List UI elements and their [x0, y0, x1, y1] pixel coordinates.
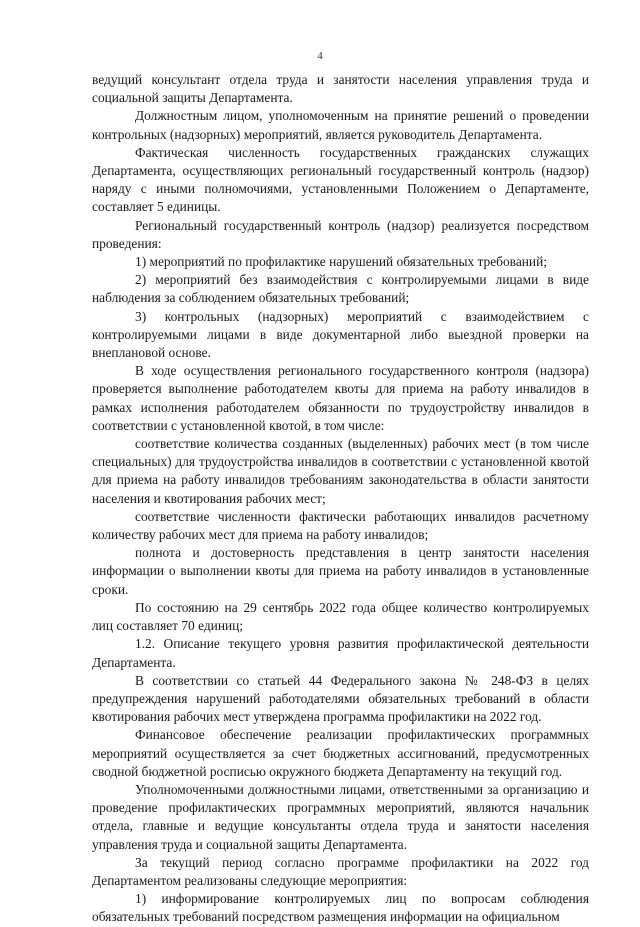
- list-item: 2) мероприятий без взаимодействия с контролируемыми лицами в виде наблюдения за соблюдением обязательных требований;: [92, 272, 589, 306]
- paragraph: По состоянию на 29 сентябрь 2022 года общее количество контролируемых лиц составляет 70 единиц;: [92, 599, 589, 634]
- paragraph: Должностным лицом, уполномоченным на принятие решений о проведении контрольных (надзорных) мероприятий, является руководитель Департамента.: [92, 108, 589, 142]
- paragraph: ведущий консультант отдела труда и занятости населения управления труда и социальной защиты Департамента.: [92, 72, 589, 106]
- paragraph: Региональный государственный контроль (надзор) реализуется посредством проведения:: [92, 217, 589, 251]
- paragraph: Уполномоченными должностными лицами, ответственными за организацию и проведение профилактических программных мероприятий, являются начальник отдела, главные и ведущие консультанты отдела труда и занятости населения управления труда и социальной защиты Департамента.: [92, 781, 589, 852]
- list-item: соответствие численности фактически работающих инвалидов расчетному количеству рабочих мест для приема на работу инвалидов;: [92, 508, 589, 543]
- list-item: соответствие количества созданных (выделенных) рабочих мест (в том числе специальных) для трудоустройства инвалидов в соответствии с установленной квотой для приема на работу инвалидов требованиям законодательства в области занятости населения и квотирования рабочих мест;: [92, 436, 589, 506]
- paragraph: В соответствии со статьей 44 Федерального закона № 248-ФЗ в целях предупреждения нарушений работодателями обязательных требований в области квотирования рабочих мест утверждена программа профилактики на 2022 год.: [92, 672, 589, 725]
- list-item: 1) мероприятий по профилактике нарушений обязательных требований;: [135, 254, 547, 270]
- paragraph: За текущий период согласно программе профилактики на 2022 год Департаментом реализованы следующие мероприятия:: [92, 854, 589, 888]
- page-number: 4: [317, 50, 323, 62]
- document-body: [92, 71, 589, 927]
- list-item: 3) контрольных (надзорных) мероприятий с взаимодействием с контролируемыми лицами в виде документарной либо выездной проверки на внеплановой основе.: [92, 308, 589, 361]
- section-heading: 1.2. Описание текущего уровня развития профилактической деятельности Департамента.: [92, 636, 589, 670]
- paragraph: В ходе осуществления регионального государственного контроля (надзора) проверяется выполнение работодателем квоты для приема на работу инвалидов в рамках исполнения работодателем обязанности по трудоустройству инвалидов в соответствии с установленной квотой, в том числе:: [92, 363, 589, 433]
- paragraph: Фактическая численность государственных гражданских служащих Департамента, осуществляющих региональный государственный контроль (надзор) наряду с иными полномочиями, установленными Положением о Департаменте, составляет 5 единицы.: [92, 144, 589, 215]
- paragraph: Финансовое обеспечение реализации профилактических программных мероприятий осуществляется за счет бюджетных ассигнований, предусмотренных сводной бюджетной росписью окружного бюджета Департаменту на текущий год.: [92, 727, 589, 779]
- list-item: 1) информирование контролируемых лиц по вопросам соблюдения обязательных требований посредством размещения информации на официальном: [92, 891, 589, 925]
- list-item: полнота и достоверность представления в центр занятости населения информации о выполнении квоты для приема на работу инвалидов в установленные сроки.: [92, 545, 589, 597]
